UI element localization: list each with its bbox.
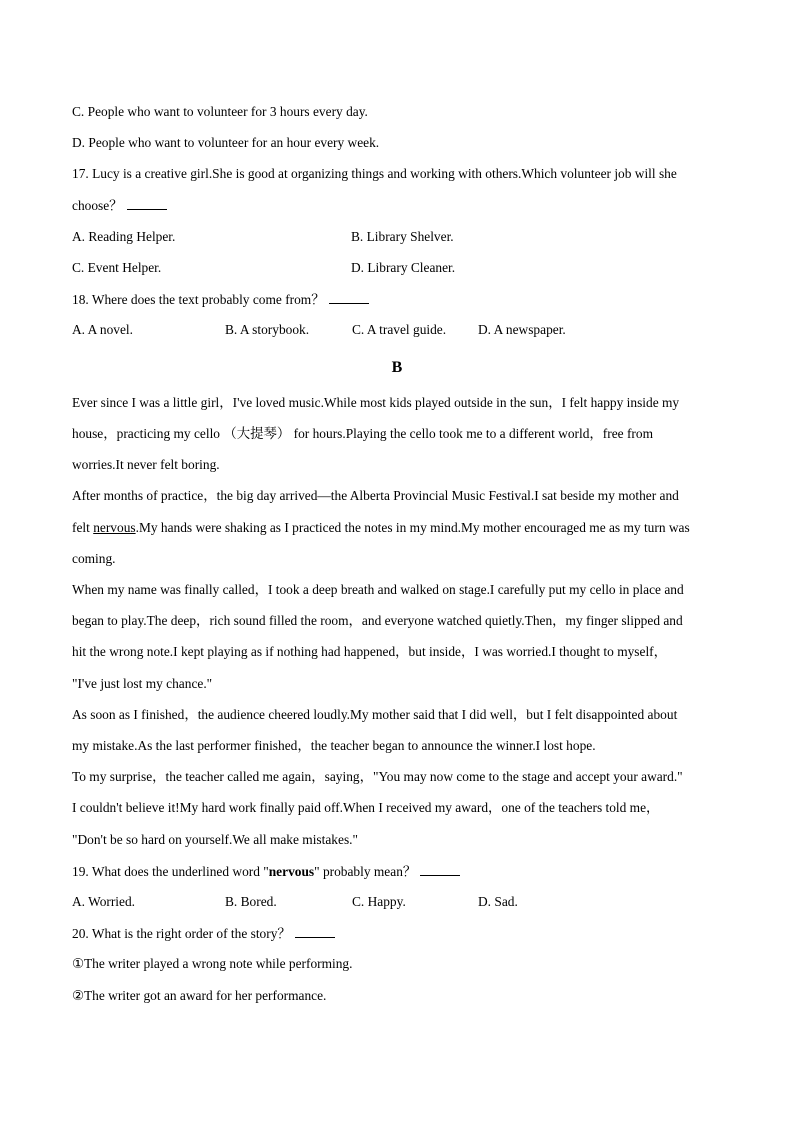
passage-line: I couldn't believe it!My hard work finally paid off.When I received my award，one of the teachers told me， <box>72 800 660 815</box>
q18-option-c: C. A travel guide. <box>352 322 447 337</box>
passage-line: my mistake.As the last performer finished，the teacher began to announce the winner.I lost hope. <box>72 738 596 753</box>
passage-line-nervous <box>72 519 690 537</box>
q17-option-b: B. Library Shelver. <box>351 229 454 244</box>
q20-question-line <box>72 924 335 943</box>
q19-option-c: C. Happy. <box>352 894 406 909</box>
passage-text: felt <box>72 520 94 535</box>
q19-question-pre: 19. What does the underlined word " <box>72 864 269 879</box>
passage-line: To my surprise，the teacher called me again，saying，"You may now come to the stage and accept your award." <box>72 769 683 784</box>
q20-answer-blank[interactable] <box>295 924 335 938</box>
passage-line: As soon as I finished，the audience cheered loudly.My mother said that I did well，but I felt disappointed about <box>72 707 678 722</box>
passage-line: When my name was finally called，I took a deep breath and walked on stage.I carefully put my cello in place and <box>72 582 684 597</box>
q19-option-d: D. Sad. <box>478 894 518 909</box>
q17-option-c: C. Event Helper. <box>72 260 162 275</box>
q20-question-text: 20. What is the right order of the story？ <box>72 926 291 941</box>
passage-line: After months of practice，the big day arrived—the Alberta Provincial Music Festival.I sat beside my mother and <box>72 488 679 503</box>
q18-option-d: D. A newspaper. <box>478 322 566 337</box>
underlined-word-nervous: nervous <box>93 520 136 535</box>
q17-answer-blank[interactable] <box>127 196 167 210</box>
q16-option-d: D. People who want to volunteer for an hour every week. <box>72 135 380 150</box>
section-b-title: B <box>391 359 403 376</box>
q19-question-line <box>72 862 460 881</box>
passage-line: Ever since I was a little girl，I've loved music.While most kids played outside in the sun，I felt happy inside my <box>72 395 680 410</box>
q19-option-a: A. Worried. <box>72 894 136 909</box>
q19-option-b: B. Bored. <box>225 894 277 909</box>
q19-question-post: " probably mean？ <box>314 864 417 879</box>
q20-item-2: ②The writer got an award for her performance. <box>72 988 327 1003</box>
q18-question-text: 18. Where does the text probably come from？ <box>72 292 325 307</box>
q20-item-1: ①The writer played a wrong note while performing. <box>72 956 353 971</box>
passage-line: hit the wrong note.I kept playing as if nothing had happened，but inside，I was worried.I thought to myself， <box>72 644 668 659</box>
q19-answer-blank[interactable] <box>420 862 460 876</box>
q16-option-c: C. People who want to volunteer for 3 hours every day. <box>72 104 368 119</box>
q17-question-line2 <box>72 196 167 215</box>
passage-line: coming. <box>72 551 116 566</box>
q18-answer-blank[interactable] <box>329 290 369 304</box>
q17-question-line1: 17. Lucy is a creative girl.She is good at organizing things and working with others.Which volunteer job will she <box>72 166 677 181</box>
q18-question-line <box>72 290 369 309</box>
q17-option-a: A. Reading Helper. <box>72 229 176 244</box>
passage-line: "Don't be so hard on yourself.We all make mistakes." <box>72 832 358 847</box>
passage-line: house，practicing my cello （大提琴） for hours.Playing the cello took me to a different world，free from <box>72 426 653 441</box>
passage-line: worries.It never felt boring. <box>72 457 220 472</box>
q18-option-a: A. A novel. <box>72 322 134 337</box>
passage-line: began to play.The deep，rich sound filled the room，and everyone watched quietly.Then，my finger slipped and <box>72 613 683 628</box>
q17-option-d: D. Library Cleaner. <box>351 260 456 275</box>
q17-question-text: choose？ <box>72 198 123 213</box>
q18-option-b: B. A storybook. <box>225 322 310 337</box>
q19-bold-word: nervous <box>268 864 315 879</box>
passage-text: .My hands were shaking as I practiced the notes in my mind.My mother encouraged me as my turn was <box>135 520 690 535</box>
passage-line: "I've just lost my chance." <box>72 676 213 691</box>
